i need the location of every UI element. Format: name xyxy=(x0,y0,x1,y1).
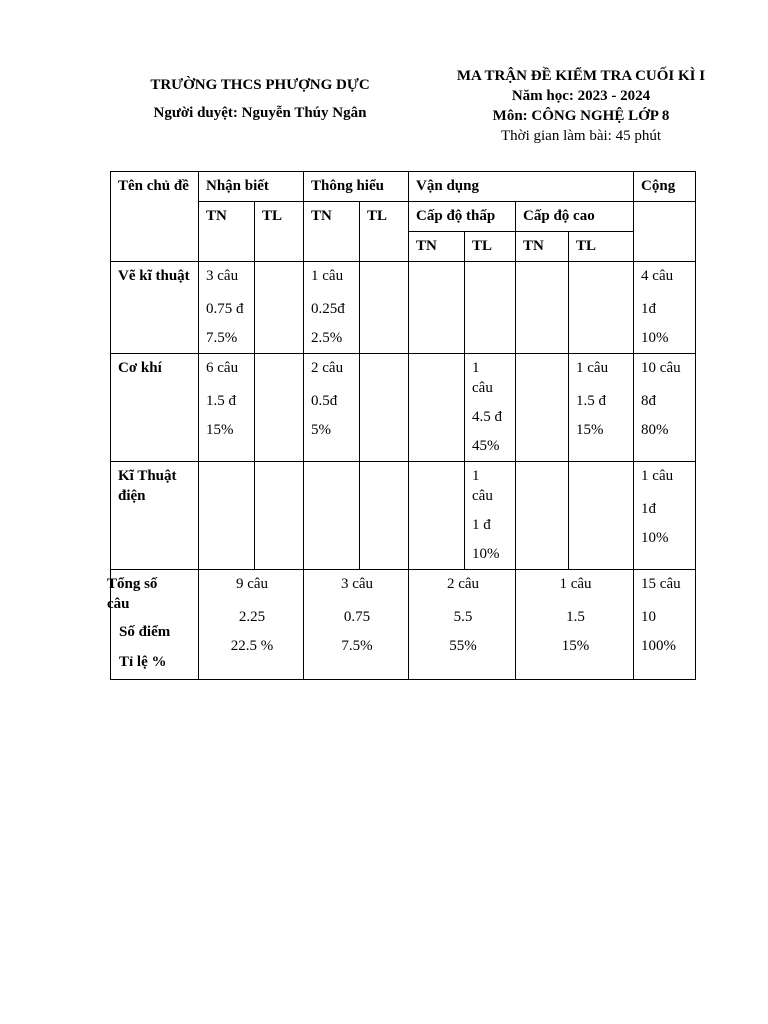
topic-cell: Cơ khí xyxy=(111,354,199,462)
th-tn-cell xyxy=(304,262,360,354)
vdc-tl-cell xyxy=(569,262,634,354)
cell-ratio: 2.5% xyxy=(311,330,343,346)
totals-vdc-cell xyxy=(516,570,634,680)
vdt-tn-cell xyxy=(409,462,465,570)
cell-ratio: 45% xyxy=(472,438,500,454)
header-vdt-tl: TL xyxy=(465,232,516,262)
table-header-row-1 xyxy=(111,172,696,202)
cell-count: 2 câu xyxy=(446,576,480,592)
vdc-tn-cell xyxy=(516,462,569,570)
cell-count: 1 câu xyxy=(311,268,344,284)
cell-count: 1 câu xyxy=(559,576,592,592)
cell-points: 4.5 đ xyxy=(472,409,503,425)
cell-count-unit: câu xyxy=(472,488,493,504)
vdt-tl-cell xyxy=(465,262,516,354)
nb-tn-cell xyxy=(199,354,255,462)
vdt-tn-cell xyxy=(409,354,465,462)
cell-points: 1 đ xyxy=(472,517,491,533)
header-total-empty xyxy=(634,202,696,262)
header-apply-high: Cấp độ cao xyxy=(516,202,634,232)
header-left xyxy=(130,74,390,124)
header-total: Cộng xyxy=(634,172,696,202)
cell-points: 1.5 đ xyxy=(206,393,236,409)
nb-tn-cell xyxy=(199,262,255,354)
cell-points: 0.5đ xyxy=(311,393,338,409)
totals-vdt-cell xyxy=(409,570,516,680)
header-th-tl: TL xyxy=(360,202,409,262)
cell-count-num: 1 xyxy=(472,360,480,376)
reviewer-name: Người duyệt: Nguyễn Thúy Ngân xyxy=(153,105,367,121)
cell-count: 3 câu xyxy=(340,576,374,592)
vdc-tl-cell xyxy=(569,462,634,570)
cell-points: 0.75 xyxy=(343,609,371,625)
header-nb-tn: TN xyxy=(199,202,255,262)
cell-points: 0.75 đ xyxy=(206,301,244,317)
header-apply: Vận dụng xyxy=(409,172,634,202)
cell-points: 1.5 đ xyxy=(576,393,607,409)
cell-points: 1đ xyxy=(641,501,657,517)
cell-ratio: 5% xyxy=(311,422,331,438)
th-tl-cell xyxy=(360,354,409,462)
total-cell xyxy=(634,462,696,570)
vdc-tl-cell xyxy=(569,354,634,462)
school-year: Năm học: 2023 - 2024 xyxy=(511,88,651,104)
th-tn-cell xyxy=(304,354,360,462)
vdc-tn-cell xyxy=(516,354,569,462)
nb-tl-cell xyxy=(255,354,304,462)
cell-count: 2 câu xyxy=(311,360,344,376)
cell-points: 8đ xyxy=(641,393,657,409)
header-th-tn: TN xyxy=(304,202,360,262)
topic-cell: Vẽ kĩ thuật xyxy=(111,262,199,354)
cell-count: 3 câu xyxy=(206,268,239,284)
cell-count: 6 câu xyxy=(206,360,239,376)
total-cell xyxy=(634,262,696,354)
cell-points: 1đ xyxy=(641,301,657,317)
exam-duration: Thời gian làm bài: 45 phút xyxy=(501,128,661,144)
cell-points: 0.25đ xyxy=(311,301,345,317)
cell-ratio: 22.5 % xyxy=(230,638,274,654)
cell-ratio: 15% xyxy=(576,422,604,438)
cell-ratio: 100% xyxy=(641,638,677,654)
table-row xyxy=(111,354,696,462)
vdt-tl-cell xyxy=(465,354,516,462)
header-recognize: Nhận biết xyxy=(199,172,304,202)
cell-ratio: 10% xyxy=(641,530,669,546)
header-apply-low: Cấp độ thấp xyxy=(409,202,516,232)
subject: Môn: CÔNG NGHỆ LỚP 8 xyxy=(492,108,670,124)
nb-tn-cell xyxy=(199,462,255,570)
cell-count: 10 câu xyxy=(641,360,681,376)
cell-ratio: 10% xyxy=(641,330,669,346)
exam-title: MA TRẬN ĐỀ KIỂM TRA CUỐI KÌ I xyxy=(456,68,706,84)
cell-count-unit: câu xyxy=(472,380,493,396)
cell-points: 2.25 xyxy=(238,609,266,625)
cell-count: 4 câu xyxy=(641,268,674,284)
totals-label-points: Số điểm xyxy=(119,624,171,640)
cell-points: 5.5 xyxy=(453,609,473,625)
table-row xyxy=(111,462,696,570)
th-tn-cell xyxy=(304,462,360,570)
totals-row xyxy=(111,570,696,680)
cell-ratio: 80% xyxy=(641,422,669,438)
cell-count: 1 câu xyxy=(641,468,674,484)
cell-ratio: 7.5% xyxy=(341,638,373,654)
totals-th-cell xyxy=(304,570,409,680)
vdt-tl-cell xyxy=(465,462,516,570)
cell-ratio: 10% xyxy=(472,546,500,562)
th-tl-cell xyxy=(360,462,409,570)
totals-all-cell xyxy=(634,570,696,680)
vdt-tn-cell xyxy=(409,262,465,354)
cell-count: 9 câu xyxy=(235,576,269,592)
totals-nb-cell xyxy=(199,570,304,680)
header-topic: Tên chủ đề xyxy=(111,172,199,262)
header-vdc-tl: TL xyxy=(569,232,634,262)
cell-ratio: 15% xyxy=(561,638,590,654)
cell-count: 15 câu xyxy=(641,576,681,592)
vdc-tn-cell xyxy=(516,262,569,354)
nb-tl-cell xyxy=(255,462,304,570)
nb-tl-cell xyxy=(255,262,304,354)
cell-count-num: 1 xyxy=(472,468,480,484)
totals-label-ratio: Tỉ lệ % xyxy=(119,654,167,670)
header-understand: Thông hiểu xyxy=(304,172,409,202)
totals-label-cell xyxy=(107,570,199,680)
cell-count: 1 câu xyxy=(576,360,609,376)
cell-points: 1.5 xyxy=(566,609,585,625)
header-vdt-tn: TN xyxy=(409,232,465,262)
header-vdc-tn: TN xyxy=(516,232,569,262)
cell-ratio: 55% xyxy=(449,638,477,654)
header-right xyxy=(440,66,722,146)
cell-ratio: 7.5% xyxy=(206,330,238,346)
table-row xyxy=(111,262,696,354)
header-nb-tl: TL xyxy=(255,202,304,262)
table-header-row-2 xyxy=(111,202,696,232)
exam-matrix-table xyxy=(107,171,696,680)
school-name: TRƯỜNG THCS PHƯỢNG DỰC xyxy=(150,77,370,93)
cell-ratio: 15% xyxy=(206,422,234,438)
topic-cell: Kĩ Thuật điện xyxy=(111,462,199,570)
total-cell xyxy=(634,354,696,462)
cell-points: 10 xyxy=(641,609,657,625)
th-tl-cell xyxy=(360,262,409,354)
totals-label-count: Tổng số câu xyxy=(107,576,158,612)
